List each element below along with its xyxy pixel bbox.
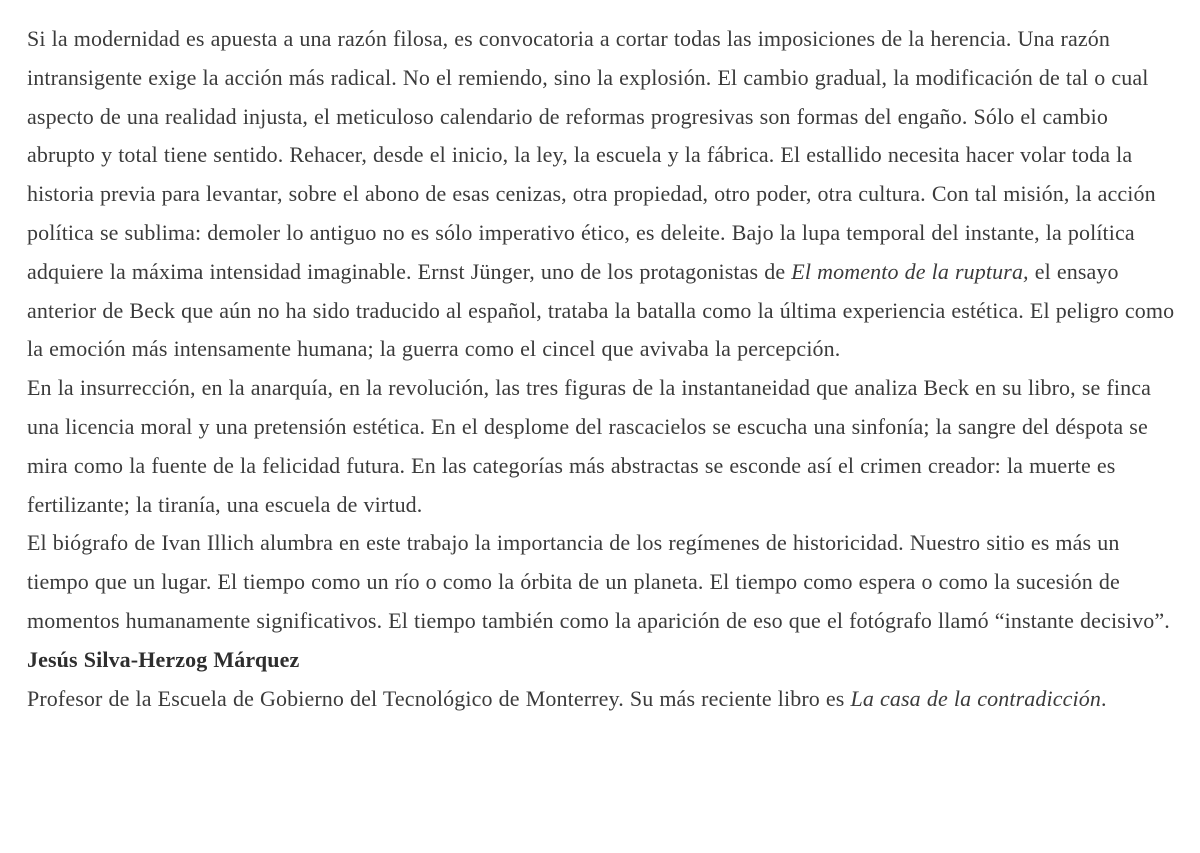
author-bio: [27, 680, 1177, 719]
author-book-title: La casa de la contradicción: [850, 685, 1101, 711]
author-bio-text: Profesor de la Escuela de Gobierno del Tecnológico de Monterrey. Su más reciente libro es: [27, 685, 851, 711]
paragraph-1-text-b: el ensayo anterior de Beck que aún no ha sido traducido al español, trataba la batalla como la última experiencia estética. El peligro como la emoción más intensamente humana; la guerra como el cincel que avivaba la percepción.: [27, 258, 1175, 362]
author-name: Jesús Silva-Herzog Márquez: [27, 646, 300, 672]
author-bio-period: .: [1100, 685, 1107, 711]
paragraph-2: En la insurrección, en la anarquía, en la revolución, las tres figuras de la instantaneidad que analiza Beck en su libro, se finca una licencia moral y una pretensión estética. En el desplome del rascacielos se escucha una sinfonía; la sangre del déspota se mira como la fuente de la felicidad futura. En las categorías más abstractas se esconde así el crimen creador: la muerte es fertilizante; la tiranía, una escuela de virtud.: [27, 375, 1151, 517]
paragraph-3: El biógrafo de Ivan Illich alumbra en este trabajo la importancia de los regímenes de historicidad. Nuestro sitio es más un tiempo que un lugar. El tiempo como un río o como la órbita de un planeta. El tiempo como espera o como la sucesión de momentos humanamente significativos. El tiempo también como la aparición de eso que el fotógrafo llamó “instante decisivo”.: [27, 530, 1170, 633]
book-title-italic: El momento de la ruptura,: [791, 258, 1029, 284]
paragraph-1: [27, 20, 1177, 369]
paragraph-1-text-a: Si la modernidad es apuesta a una razón filosa, es convocatoria a cortar todas las imposiciones de la herencia. Una razón intransigente exige la acción más radical. No el remiendo, sino la explosión. El cambio gradual, la modificación de tal o cual aspecto de una realidad injusta, el meticuloso calendario de reformas progresivas son formas del engaño. Sólo el cambio abrupto y total tiene sentido. Rehacer, desde el inicio, la ley, la escuela y la fábrica. El estallido necesita hacer volar toda la historia previa para levantar, sobre el abono de esas cenizas, otra propiedad, otro poder, otra cultura. Con tal misión, la acción política se sublima: demoler lo antiguo no es sólo imperativo ético, es deleite. Bajo la lupa temporal del instante, la política adquiere la máxima intensidad imaginable. Ernst Jünger, uno de los protagonistas de: [27, 26, 1156, 284]
article-body: [27, 20, 1177, 718]
